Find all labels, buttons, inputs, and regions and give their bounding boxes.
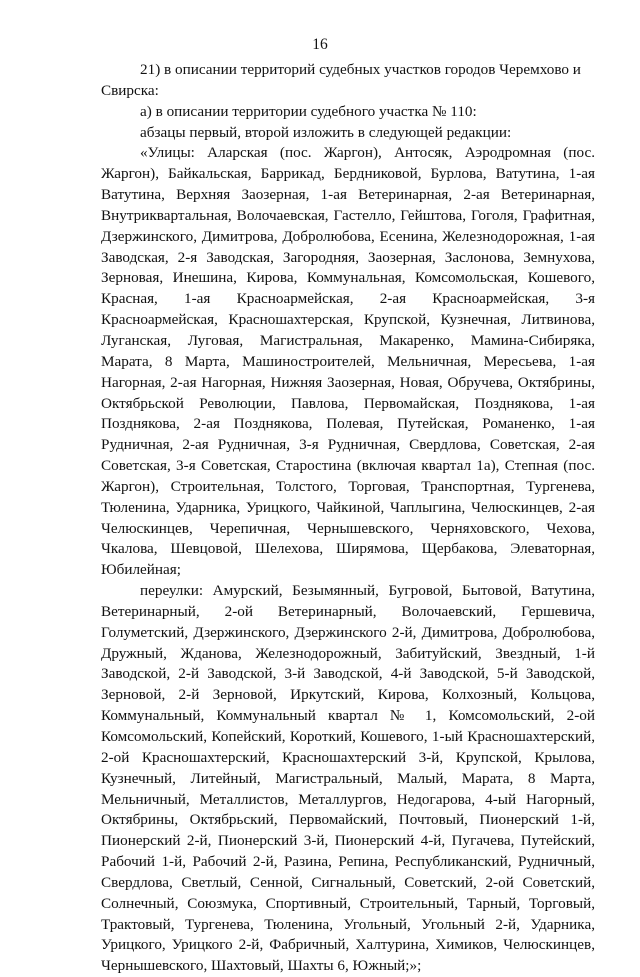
page-number: 16 — [312, 36, 328, 53]
lanes-paragraph: переулки: Амурский, Безымянный, Бугровой, Бытовой, Ватутина, Ветеринарный, 2-ой Ветеринарный, Волочаевский, Гершевича, Голуметский, Дзержинского, Дзержинского 2-й, Димитрова, Добролюбова, Дружный, Жданова, Железнодорожный, Забитуйский, Звездный, 1-й Заводской, 2-й Заводской, 3-й Заводской, 4-й Заводской, 5-й Заводской, Зерновой, 2-й Зерновой, Иркутский, Кирова, Колхозный, Кольцова, Коммунальный, Коммунальный квартал № 1, Комсомольский, 2-ой Комсомольский, Копейский, Короткий, Кошевого, 1-ый Красношахтерский, 2-ой Красношахтерский, Красношахтерский 3-й, Крупской, Крылова, Кузнечный, Литейный, Магистральный, Малый, Марата, 8 Марта, Мельничный, Металлистов, Металлургов, Недогарова, 4-ый Нагорный, Октябрины, Октябрьский, Первомайский, Почтовый, Пионерский 1-й, Пионерский 2-й, Пионерский 3-й, Пионерский 4-й, Пугачева, Путейский, Рабочий 1-й, Рабочий 2-й, Разина, Репина, Республиканский, Рудничный, Свердлова, Светлый, Сенной, Сигнальный, Советский, 2-ой Советский, Солнечный, Союзмука, Спортивный, Строительный, Тарный, Торговый, Трактовый, Тургенева, Тюленина, Угольный, Угольный 2-й, Ударника, Урицкого, Урицкого 2-й, Фабричный, Халтурина, Химиков, Челюскинцев, Чернышевского, Шахтовый, Шахты 6, Южный;»; — [101, 582, 595, 975]
instruction-paragraph: абзацы первый, второй изложить в следующей редакции: — [140, 123, 512, 141]
amendment-heading — [101, 60, 595, 102]
document-body — [101, 60, 595, 977]
amendment-heading-line-1: 21) в описании территорий судебных участков городов Черемхово и — [140, 61, 581, 78]
subitem-a: а) в описании территории судебного участка № 110: — [140, 102, 477, 120]
amendment-heading-line-2: Свирска: — [101, 81, 159, 99]
streets-paragraph: «Улицы: Аларская (пос. Жаргон), Антосяк, Аэродромная (пос. Жаргон), Байкальская, Баррикад, Бердниковой, Бурлова, Ватутина, 1-ая Ватутина, Верхняя Заозерная, 1-ая Ветеринарная, 2-ая Ветеринарная, Внутриквартальная, Волочаевская, Гастелло, Гейштова, Гоголя, Графитная, Дзержинского, Димитрова, Добролюбова, Есенина, Железнодорожная, 1-ая Заводская, 2-я Заводская, Загородняя, Заозерная, Заслонова, Земнухова, Зерновая, Инешина, Кирова, Коммунальная, Комсомольская, Кошевого, Красная, 1-ая Красноармейская, 2-ая Красноармейская, 3-я Красноармейская, Красношахтерская, Крупской, Кузнечная, Литвинова, Луганская, Луговая, Магистральная, Макаренко, Мамина-Сибиряка, Марата, 8 Марта, Машиностроителей, Мельничная, Мересьева, 1-ая Нагорная, 2-ая Нагорная, Нижняя Заозерная, Новая, Обручева, Октябрины, Октябрьской Революции, Павлова, Первомайская, Позднякова, 1-ая Позднякова, 2-ая Позднякова, Полевая, Путейская, Романенко, 1-ая Рудничная, 2-ая Рудничная, 3-я Рудничная, Свердлова, Советская, 2-ая Советская, 3-я Советская, Старостина (включая квартал 1а), Степная (пос. Жаргон), Строительная, Толстого, Торговая, Транспортная, Тургенева, Тюленина, Ударника, Урицкого, Чайкиной, Чаплыгина, Челюскинцев, 2-ая Челюскинцев, Черепичная, Чернышевского, Черняховского, Чехова, Чкалова, Шевцовой, Шелехова, Ширямова, Щербакова, Элеваторная, Юбилейная; — [101, 144, 595, 579]
